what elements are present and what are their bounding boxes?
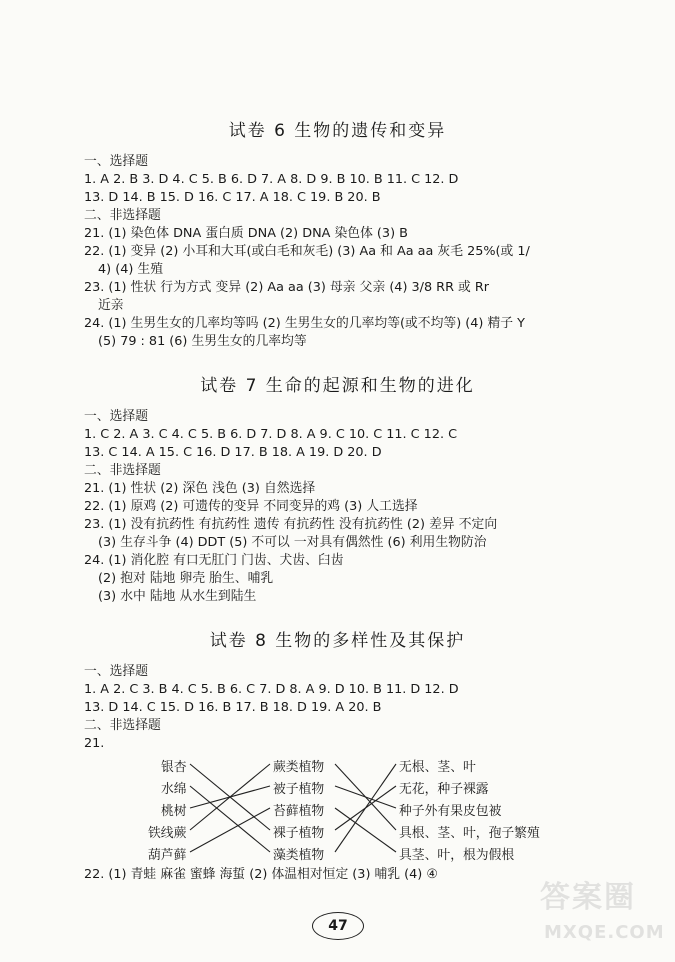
middle-item: 藻类植物	[273, 848, 325, 863]
left-item: 葫芦藓	[148, 848, 187, 863]
watermark-logo: 答案圈	[540, 880, 636, 915]
middle-item: 裸子植物	[273, 826, 325, 841]
section7-nonchoice-heading: 二、非选择题	[84, 463, 161, 478]
watermark-url: MXQE.COM	[544, 922, 665, 943]
right-item: 具茎、叶，根为假根	[399, 848, 515, 863]
section6-title: 试卷 6 生物的遗传和变异	[228, 121, 447, 141]
section7-q24-line2: (2) 抱对 陆地 卵壳 胎生、哺乳	[98, 571, 274, 586]
left-item: 铁线蕨	[148, 826, 187, 841]
section8-q21-label: 21.	[84, 736, 105, 751]
section7-q24-line3: (3) 水中 陆地 从水生到陆生	[98, 589, 257, 604]
right-item: 具根、茎、叶，孢子繁殖	[399, 826, 540, 841]
section6-q23-line2: 近亲	[98, 298, 124, 313]
section8-choice-answers-1: 1. A 2. C 3. B 4. C 5. B 6. C 7. D 8. A 9. D 10. B 11. D 12. D	[84, 682, 459, 697]
left-item: 桃树	[161, 804, 187, 819]
section8-title: 试卷 8 生物的多样性及其保护	[209, 631, 466, 651]
section7-q23-line1: 23. (1) 没有抗药性 有抗药性 遗传 有抗药性 没有抗药性 (2) 差异 不定向	[84, 517, 498, 532]
section6-q22-line2: 4) (4) 生殖	[98, 262, 163, 277]
match-line	[190, 808, 270, 852]
section8-choice-heading: 一、选择题	[84, 664, 148, 679]
section6-choice-answers-2: 13. D 14. B 15. D 16. C 17. A 18. C 19. B 20. B	[84, 190, 381, 205]
watermark	[540, 872, 665, 952]
left-item: 水绵	[161, 782, 187, 797]
right-item: 无花，种子裸露	[399, 782, 489, 797]
section7-choice-heading: 一、选择题	[84, 409, 148, 424]
match-line	[335, 808, 396, 852]
middle-item: 苔藓植物	[273, 804, 325, 819]
section8-nonchoice-heading: 二、非选择题	[84, 718, 161, 733]
section6-q24-line1: 24. (1) 生男生女的几率均等吗 (2) 生男生女的几率均等(或不均等) (4) 精子 Y	[84, 316, 525, 331]
section6-choice-answers-1: 1. A 2. B 3. D 4. C 5. B 6. D 7. A 8. D 9. B 10. B 11. C 12. D	[84, 172, 459, 187]
match-line	[335, 764, 396, 852]
section8-q22: 22. (1) 青蛙 麻雀 蜜蜂 海蜇 (2) 体温相对恒定 (3) 哺乳 (4) ④	[84, 867, 438, 882]
section6-q22-line1: 22. (1) 变异 (2) 小耳和大耳(或白毛和灰毛) (3) Aa 和 Aa aa 灰毛 25%(或 1/	[84, 244, 530, 259]
section7-q23-line2: (3) 生存斗争 (4) DDT (5) 不可以 一对具有偶然性 (6) 利用生物防治	[98, 535, 487, 550]
section7-title: 试卷 7 生命的起源和生物的进化	[200, 376, 475, 396]
section7-q22: 22. (1) 原鸡 (2) 可遗传的变异 不同变异的鸡 (3) 人工选择	[84, 499, 418, 514]
page-number: 47	[312, 912, 364, 940]
section7-choice-answers-1: 1. C 2. A 3. C 4. C 5. B 6. D 7. D 8. A 9. C 10. C 11. C 12. C	[84, 427, 458, 442]
section6-nonchoice-heading: 二、非选择题	[84, 208, 161, 223]
section7-q24-line1: 24. (1) 消化腔 有口无肛门 门齿、犬齿、臼齿	[84, 553, 344, 568]
section8-choice-answers-2: 13. D 14. C 15. D 16. B 17. B 18. D 19. A 20. B	[84, 700, 382, 715]
section7-choice-answers-2: 13. C 14. A 15. C 16. D 17. B 18. A 19. D 20. D	[84, 445, 382, 460]
left-item: 银杏	[161, 760, 187, 775]
section6-q24-line2: (5) 79 : 81 (6) 生男生女的几率均等	[98, 334, 307, 349]
section6-q21: 21. (1) 染色体 DNA 蛋白质 DNA (2) DNA 染色体 (3) B	[84, 226, 408, 241]
right-item: 无根、茎、叶	[399, 760, 476, 775]
match-line	[335, 786, 396, 808]
middle-item: 蕨类植物	[273, 760, 325, 775]
section7-q21: 21. (1) 性状 (2) 深色 浅色 (3) 自然选择	[84, 481, 316, 496]
match-line	[190, 786, 270, 852]
section6-choice-heading: 一、选择题	[84, 154, 148, 169]
section6-q23-line1: 23. (1) 性状 行为方式 变异 (2) Aa aa (3) 母亲 父亲 (4) 3/8 RR 或 Rr	[84, 280, 490, 295]
middle-item: 被子植物	[273, 782, 325, 797]
right-item: 种子外有果皮包被	[399, 804, 502, 819]
